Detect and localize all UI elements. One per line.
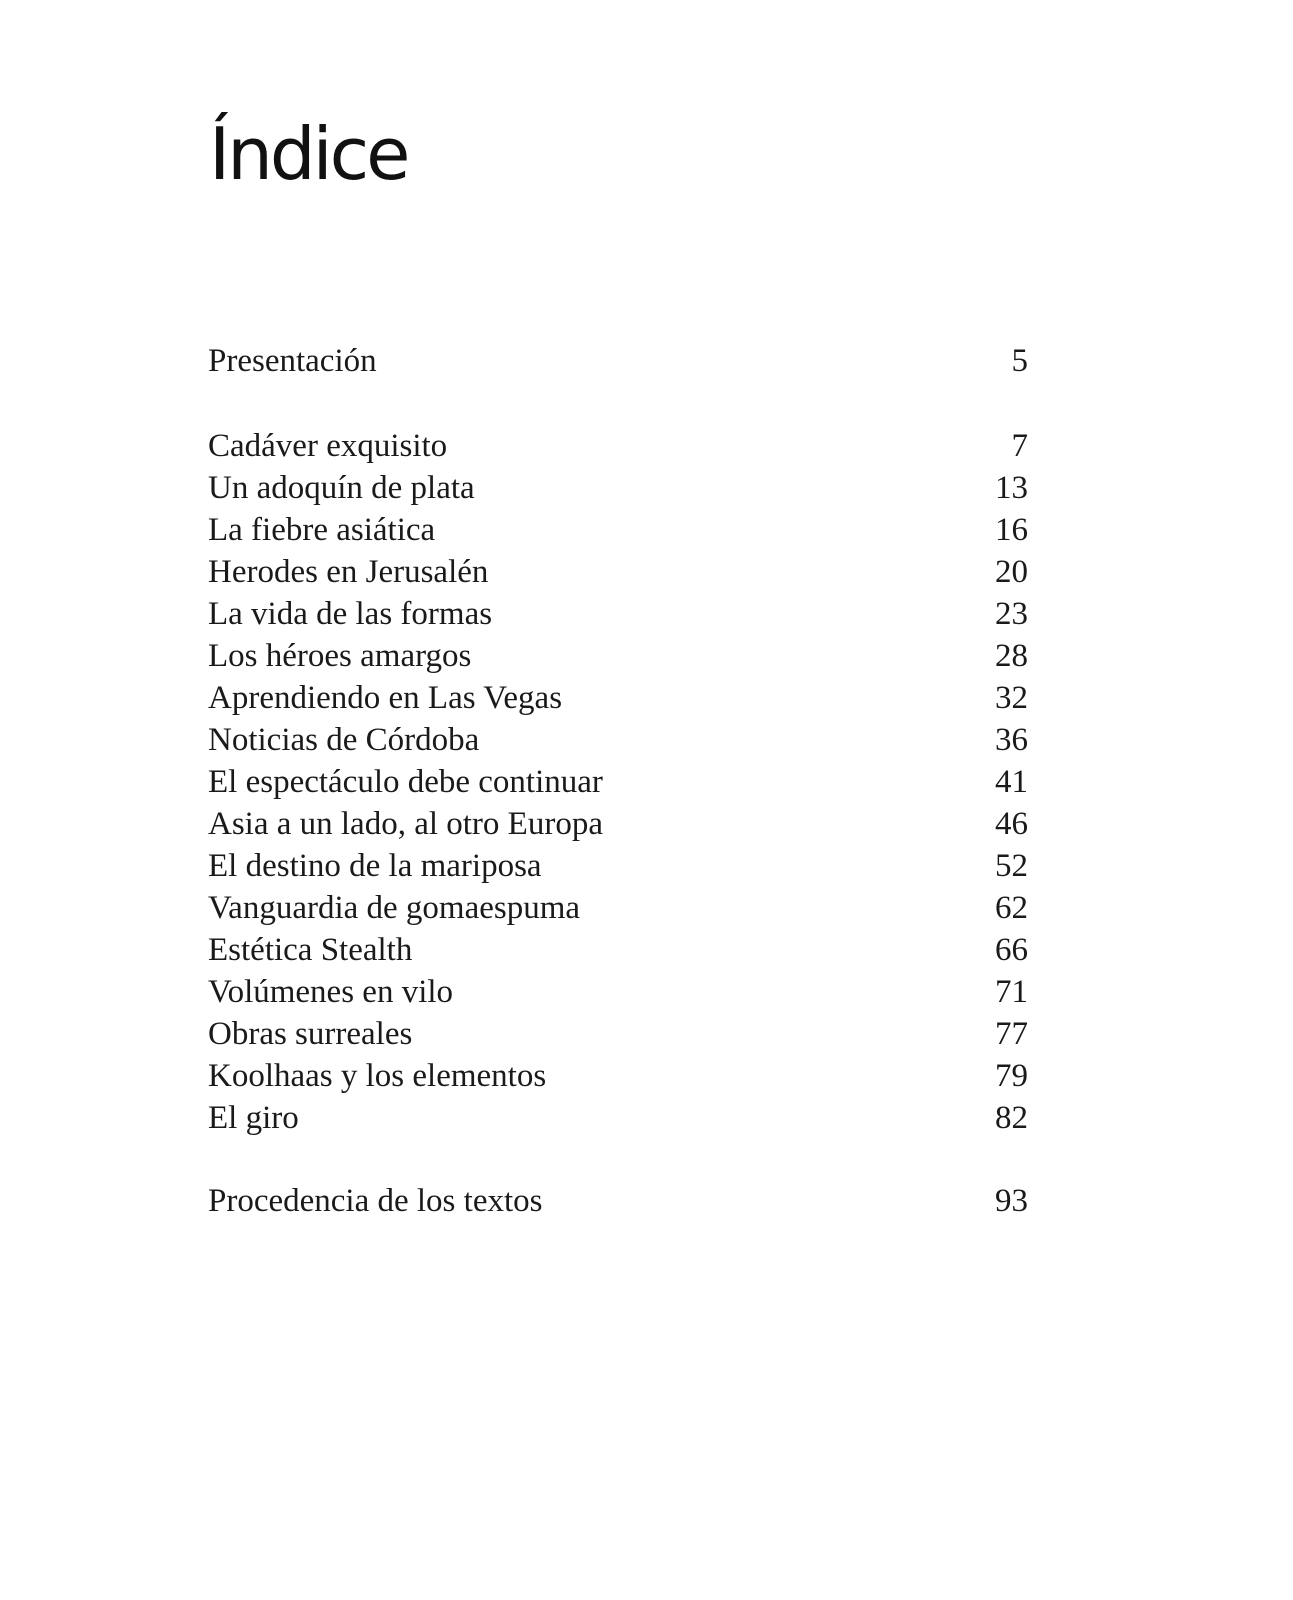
toc-entry bbox=[208, 1097, 1028, 1139]
toc-entry-page: 71 bbox=[995, 974, 1028, 1010]
toc-intro-section bbox=[208, 340, 1028, 382]
toc-entry bbox=[208, 803, 1028, 845]
toc-entry bbox=[208, 971, 1028, 1013]
toc-entry bbox=[208, 593, 1028, 635]
toc-entry-page: 23 bbox=[995, 596, 1028, 632]
page-title: Índice bbox=[209, 112, 408, 196]
toc-entry bbox=[208, 425, 1028, 467]
toc-entry bbox=[208, 761, 1028, 803]
toc-entry-page: 41 bbox=[995, 764, 1028, 800]
toc-entry-title: Noticias de Córdoba bbox=[208, 722, 480, 758]
toc-entry bbox=[208, 1180, 1028, 1222]
toc-entry-title: El giro bbox=[208, 1100, 299, 1136]
toc-entry-page: 93 bbox=[995, 1183, 1028, 1219]
toc-entry-page: 66 bbox=[995, 932, 1028, 968]
toc-entry-page: 82 bbox=[995, 1100, 1028, 1136]
toc-entry-title: Asia a un lado, al otro Europa bbox=[208, 806, 603, 842]
toc-entry-title: Los héroes amargos bbox=[208, 638, 472, 674]
toc-entry-title: Cadáver exquisito bbox=[208, 428, 448, 464]
toc-entry-page: 52 bbox=[995, 848, 1028, 884]
toc-entry bbox=[208, 509, 1028, 551]
toc-entry-page: 77 bbox=[995, 1016, 1028, 1052]
toc-entry-title: Aprendiendo en Las Vegas bbox=[208, 680, 563, 716]
toc-entry-page: 32 bbox=[995, 680, 1028, 716]
toc-entry-page: 13 bbox=[995, 470, 1028, 506]
toc-main-section bbox=[208, 425, 1028, 1139]
toc-entry bbox=[208, 340, 1028, 382]
toc-entry bbox=[208, 551, 1028, 593]
toc-entry-title: El destino de la mariposa bbox=[208, 848, 542, 884]
toc-entry bbox=[208, 887, 1028, 929]
toc-entry bbox=[208, 845, 1028, 887]
toc-entry bbox=[208, 677, 1028, 719]
toc-entry-title: Procedencia de los textos bbox=[208, 1183, 543, 1219]
toc-entry-page: 79 bbox=[995, 1058, 1028, 1094]
toc-entry bbox=[208, 1055, 1028, 1097]
toc-entry-page: 20 bbox=[995, 554, 1028, 590]
toc-entry-title: Herodes en Jerusalén bbox=[208, 554, 489, 590]
toc-entry-page: 62 bbox=[995, 890, 1028, 926]
toc-entry-title: Presentación bbox=[208, 343, 377, 379]
toc-entry-title: Volúmenes en vilo bbox=[208, 974, 454, 1010]
toc-entry-title: Estética Stealth bbox=[208, 932, 413, 968]
toc-entry-title: Un adoquín de plata bbox=[208, 470, 475, 506]
toc-entry-title: La vida de las formas bbox=[208, 596, 493, 632]
toc-entry-title: El espectáculo debe continuar bbox=[208, 764, 603, 800]
toc-entry bbox=[208, 1013, 1028, 1055]
toc-entry-page: 28 bbox=[995, 638, 1028, 674]
toc-entry-page: 16 bbox=[995, 512, 1028, 548]
toc-entry bbox=[208, 719, 1028, 761]
toc-entry bbox=[208, 929, 1028, 971]
toc-entry bbox=[208, 467, 1028, 509]
toc-entry-page: 46 bbox=[995, 806, 1028, 842]
toc-entry-page: 7 bbox=[1011, 428, 1028, 464]
toc-entry-title: Vanguardia de gomaespuma bbox=[208, 890, 581, 926]
toc-entry-title: Obras surreales bbox=[208, 1016, 413, 1052]
toc-entry-page: 36 bbox=[995, 722, 1028, 758]
toc-entry-title: Koolhaas y los elementos bbox=[208, 1058, 547, 1094]
toc-entry-page: 5 bbox=[1011, 343, 1028, 379]
toc-entry bbox=[208, 635, 1028, 677]
toc-entry-title: La fiebre asiática bbox=[208, 512, 436, 548]
toc-closing-section bbox=[208, 1180, 1028, 1222]
